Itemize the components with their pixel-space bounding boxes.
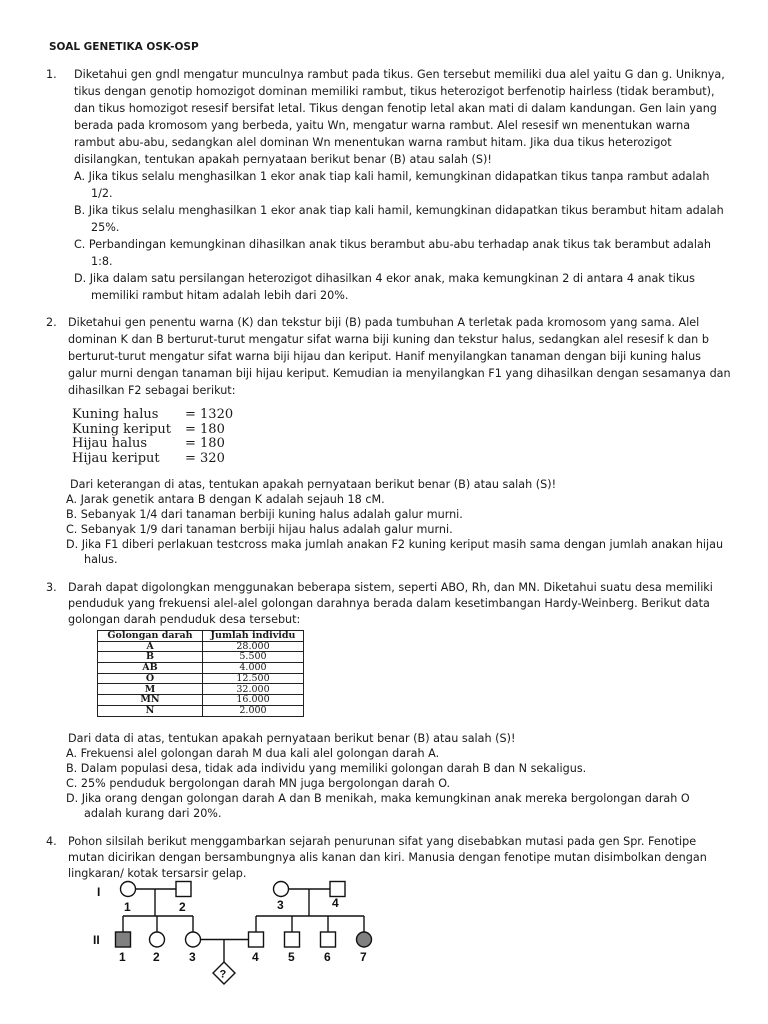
table-row (98, 705, 304, 716)
gen2-individual-6-male (321, 932, 336, 947)
q4-text-line: Pohon silsilah berikut menggambarkan sejarah penurunan sifat yang disebabkan mutasi pada gen Spr. Fenotipe (68, 835, 697, 848)
gen1-number-3: 3 (277, 898, 284, 912)
q1-option-c-cont: 1:8. (91, 255, 113, 268)
document-title: SOAL GENETIKA OSK-OSP (49, 41, 199, 53)
q2-f2-label: Kuning keriput (72, 421, 172, 437)
q2-f2-label: Hijau keriput (72, 450, 160, 466)
gen2-individual-3-female (186, 932, 201, 947)
q2-text-line: berturut-turut mengatur sifat warna biji hijau dan keriput. Hanif menyilangkan tanaman dengan biji kuning halus (68, 350, 701, 363)
q1-option-d: D. Jika dalam satu persilangan heterozigot dihasilkan 4 ekor anak, maka kemungkinan 2 di antara 4 anak tikus (74, 272, 695, 285)
q3-intro: Dari data di atas, tentukan apakah pernyataan berikut benar (B) atau salah (S)! (68, 732, 516, 745)
q1-number: 1. (46, 68, 57, 81)
q1-option-a-cont: 1/2. (91, 187, 113, 200)
q2-option-d-cont: halus. (84, 553, 118, 566)
q3-option-c: C. 25% penduduk bergolongan darah MN juga bergolongan darah O. (66, 777, 451, 790)
table-cell-blood-group: M (98, 684, 203, 695)
q4-number: 4. (46, 835, 57, 848)
table-cell-count: 12.500 (203, 673, 304, 684)
gen1-number-4: 4 (332, 896, 339, 910)
table-header: Jumlah individu (203, 631, 304, 642)
q2-intro: Dari keterangan di atas, tentukan apakah pernyataan berikut benar (B) atau salah (S)! (70, 478, 557, 491)
q3-option-b: B. Dalam populasi desa, tidak ada individu yang memiliki golongan darah B dan N sekaligus. (66, 762, 587, 775)
q3-text-line: golongan darah penduduk desa tersebut: (68, 613, 301, 626)
gen2-individual-5-male (285, 932, 300, 947)
gen1-individual-1-female (121, 882, 136, 897)
table-row (98, 695, 304, 706)
table-cell-blood-group: MN (98, 695, 203, 706)
table-row (98, 641, 304, 652)
q3-text-line: penduduk yang frekuensi alel-alel golongan darahnya berada dalam kesetimbangan Hardy-Weinberg. Berikut data (68, 597, 710, 610)
table-cell-blood-group: O (98, 673, 203, 684)
gen2-number-5: 5 (288, 950, 295, 964)
q1-text-line: rambut abu-abu, sedangkan alel dominan Wn menentukan warna rambut hitam. Jika dua tikus heterozigot (74, 136, 672, 149)
q3-number: 3. (46, 581, 57, 594)
table-cell-blood-group: N (98, 705, 203, 716)
q1-option-b: B. Jika tikus selalu menghasilkan 1 ekor anak tiap kali hamil, kemungkinan didapatkan tikus berambut hitam adalah (74, 204, 724, 217)
q1-option-c: C. Perbandingan kemungkinan dihasilkan anak tikus berambut abu-abu terhadap anak tikus tak berambut adalah (74, 238, 711, 251)
table-cell-blood-group: B (98, 652, 203, 663)
q2-f2-label: Hijau halus (72, 436, 148, 451)
q1-option-a: A. Jika tikus selalu menghasilkan 1 ekor anak tiap kali hamil, kemungkinan didapatkan tikus tanpa rambut adalah (74, 170, 710, 183)
q2-text-line: galur murni dengan tanaman biji hijau keriput. Kemudian ia menyilangkan F1 yang dihasilkan dengan sesamanya dan (68, 367, 731, 380)
gen2-number-3: 3 (189, 950, 196, 964)
q2-text-line: dominan K dan B berturut-turut mengatur sifat warna biji kuning dan tekstur halus, sedangkan alel resesif k dan b (68, 333, 709, 346)
table-cell-blood-group: A (98, 641, 203, 652)
q3-option-d: D. Jika orang dengan golongan darah A dan B menikah, maka kemungkinan anak mereka bergolongan darah O (66, 792, 690, 805)
table-cell-count: 4.000 (203, 663, 304, 674)
q2-number: 2. (46, 316, 57, 329)
q1-option-b-cont: 25%. (91, 221, 120, 234)
gen3-unknown-label: ? (219, 968, 227, 981)
table-header: Golongan darah (98, 631, 203, 642)
generation-label-1: I (97, 885, 101, 899)
gen2-individual-4-male (249, 932, 264, 947)
gen2-individual-7-affected-female (357, 932, 372, 947)
q2-f2-value: = 320 (185, 450, 225, 466)
gen2-number-1: 1 (119, 950, 126, 964)
q2-option-a: A. Jarak genetik antara B dengan K adalah sejauh 18 cM. (66, 493, 385, 506)
gen1-individual-3-female (274, 882, 289, 897)
q2-option-c: C. Sebanyak 1/9 dari tanaman berbiji hijau halus adalah galur murni. (66, 523, 453, 536)
q2-f2-value: = 1320 (185, 407, 234, 422)
gen2-number-2: 2 (153, 950, 160, 964)
q1-text-line: berada pada kromosom yang berbeda, yaitu Wn, mengatur warna rambut. Alel resesif wn menentukan warna (74, 119, 691, 132)
generation-label-2: II (93, 933, 100, 947)
gen1-number-2: 2 (179, 900, 186, 914)
gen1-individual-2-male (176, 882, 191, 897)
q2-text-line: dihasilkan F2 sebagai berikut: (68, 384, 236, 397)
q2-text-line: Diketahui gen penentu warna (K) dan tekstur biji (B) pada tumbuhan A terletak pada kromosom yang sama. Alel (68, 316, 700, 329)
q1-text-line: dan tikus homozigot resesif bersifat letal. Tikus dengan fenotip letal akan mati di dalam kandungan. Gen lain yang (74, 102, 717, 115)
gen2-number-7: 7 (360, 950, 367, 964)
q3-option-d-cont: adalah kurang dari 20%. (84, 807, 222, 820)
table-cell-count: 16.000 (203, 695, 304, 706)
table-cell-count: 2.000 (203, 705, 304, 716)
gen1-individual-4-male (330, 882, 345, 897)
gen1-number-1: 1 (124, 900, 131, 914)
q3-option-a: A. Frekuensi alel golongan darah M dua kali alel golongan darah A. (66, 747, 440, 760)
q2-option-d: D. Jika F1 diberi perlakuan testcross maka jumlah anakan F2 kuning keriput masih sama dengan jumlah anakan hijau (66, 538, 724, 551)
q1-text-line: disilangkan, tentukan apakah pernyataan berikut benar (B) atau salah (S)! (74, 153, 492, 166)
table-cell-count: 32.000 (203, 684, 304, 695)
q3-text-line: Darah dapat digolongkan menggunakan beberapa sistem, seperti ABO, Rh, dan MN. Diketahui suatu desa memiliki (68, 581, 713, 594)
blood-group-table (97, 630, 304, 717)
q2-f2-value: = 180 (185, 421, 225, 437)
gen2-number-4: 4 (252, 950, 259, 964)
q2-f2-value: = 180 (185, 436, 225, 451)
q1-text-line: Diketahui gen gndl mengatur munculnya rambut pada tikus. Gen tersebut memiliki dua alel yaitu G dan g. Uniknya, (74, 68, 725, 81)
gen2-individual-1-affected-male (116, 932, 131, 947)
q1-text-line: tikus dengan genotip homozigot dominan memiliki rambut, tikus heterozigot berfenotip hairless (tidak berambut), (74, 85, 715, 98)
pedigree-chart (85, 876, 385, 988)
table-cell-blood-group: AB (98, 663, 203, 674)
q2-option-b: B. Sebanyak 1/4 dari tanaman berbiji kuning halus adalah galur murni. (66, 508, 463, 521)
table-cell-count: 28.000 (203, 641, 304, 652)
table-cell-count: 5.500 (203, 652, 304, 663)
table-row (98, 684, 304, 695)
gen2-number-6: 6 (324, 950, 331, 964)
q4-text-line: lingkaran/ kotak tersarsir gelap. (68, 867, 247, 880)
q4-text-line: mutan dicirikan dengan bersambungnya alis kanan dan kiri. Manusia dengan fenotipe mutan disimbolkan dengan (68, 851, 707, 864)
table-row (98, 673, 304, 684)
q2-f2-label: Kuning halus (72, 407, 159, 422)
table-header-row (98, 631, 304, 642)
q1-option-d-cont: memiliki rambut hitam adalah lebih dari 20%. (91, 289, 349, 302)
table-row (98, 663, 304, 674)
gen2-individual-2-female (150, 932, 165, 947)
table-row (98, 652, 304, 663)
